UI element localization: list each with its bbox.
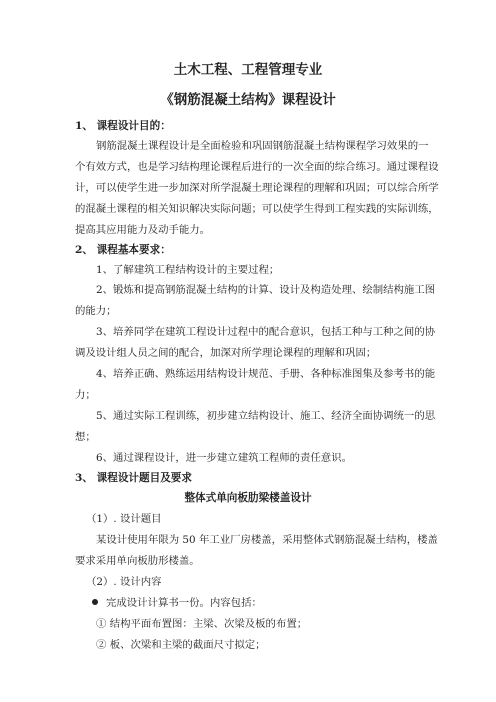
part-1-heading: （1）. 设计题目 <box>86 513 162 525</box>
section-2-line: 力； <box>75 389 96 401</box>
section-2-line: 6、通过课程设计，进一步建立建筑工程师的责任意识。 <box>96 452 352 464</box>
doc-title-major: 土木工程、工程管理专业 <box>173 62 323 78</box>
section-2-line: 2、锻炼和提高钢筋混凝土结构的计算、设计及构造处理、绘制结构施工图 <box>96 284 436 296</box>
numbered-item: ① 结构平面布置图：主梁、次梁及板的布置； <box>96 618 308 630</box>
section-2-line: 5、通过实际工程训练，初步建立结构设计、施工、经济全面协调统一的思 <box>96 410 436 422</box>
section-1-line: 个有效方式，也是学习结构理论课程后进行的一次全面的综合练习。通过课程设 <box>75 161 439 173</box>
section-2-line: 调及设计组人员之间的配合，加深对所学理论课程的理解和巩固； <box>75 347 377 359</box>
section-1-line: 计，可以使学生进一步加深对所学混凝土理论课程的理解和巩固；可以综合所学 <box>75 182 439 194</box>
doc-title-course: 《钢筋混凝土结构》课程设计 <box>160 92 336 108</box>
section-1-line: 提高其应用能力及动手能力。 <box>75 224 211 236</box>
part-1-line: 要求采用单向板肋形楼盖。 <box>75 555 200 567</box>
section-3-subtitle: 整体式单向板肋梁楼盖设计 <box>184 492 312 504</box>
section-1-line: 钢筋混凝土课程设计是全面检验和巩固钢筋混凝土结构课程学习效果的一 <box>96 140 429 152</box>
section-1-heading: 1、 课程设计目的： <box>75 120 171 132</box>
section-2-heading: 2、 课程基本要求： <box>75 244 171 256</box>
section-2-line: 3、培养同学在建筑工程设计过程中的配合意识，包括工种与工种之间的协 <box>96 326 436 338</box>
bullet-dot-icon <box>92 599 98 605</box>
section-3-heading: 3、 课程设计题目及要求 <box>75 472 192 484</box>
bullet-item <box>92 597 262 610</box>
part-2-heading: （2）. 设计内容 <box>86 576 162 588</box>
section-2-line: 的能力； <box>75 305 117 317</box>
part-1-line: 某设计使用年限为 50 年工业厂房楼盖，采用整体式钢筋混凝土结构，楼盖 <box>96 534 438 546</box>
section-1-line: 的混凝土课程的相关知识解决实际问题；可以使学生得到工程实践的实际训练， <box>75 203 439 215</box>
section-2-line: 1、了解建筑工程结构设计的主要过程； <box>96 264 280 276</box>
section-2-line: 想； <box>75 431 96 443</box>
numbered-item: ② 板、次梁和主梁的截面尺寸拟定； <box>96 639 266 651</box>
bullet-text: 完成设计计算书一份。内容包括： <box>106 597 262 609</box>
section-2-line: 4、培养正确、熟练运用结构设计规范、手册、各种标准图集及参考书的能 <box>96 368 436 380</box>
